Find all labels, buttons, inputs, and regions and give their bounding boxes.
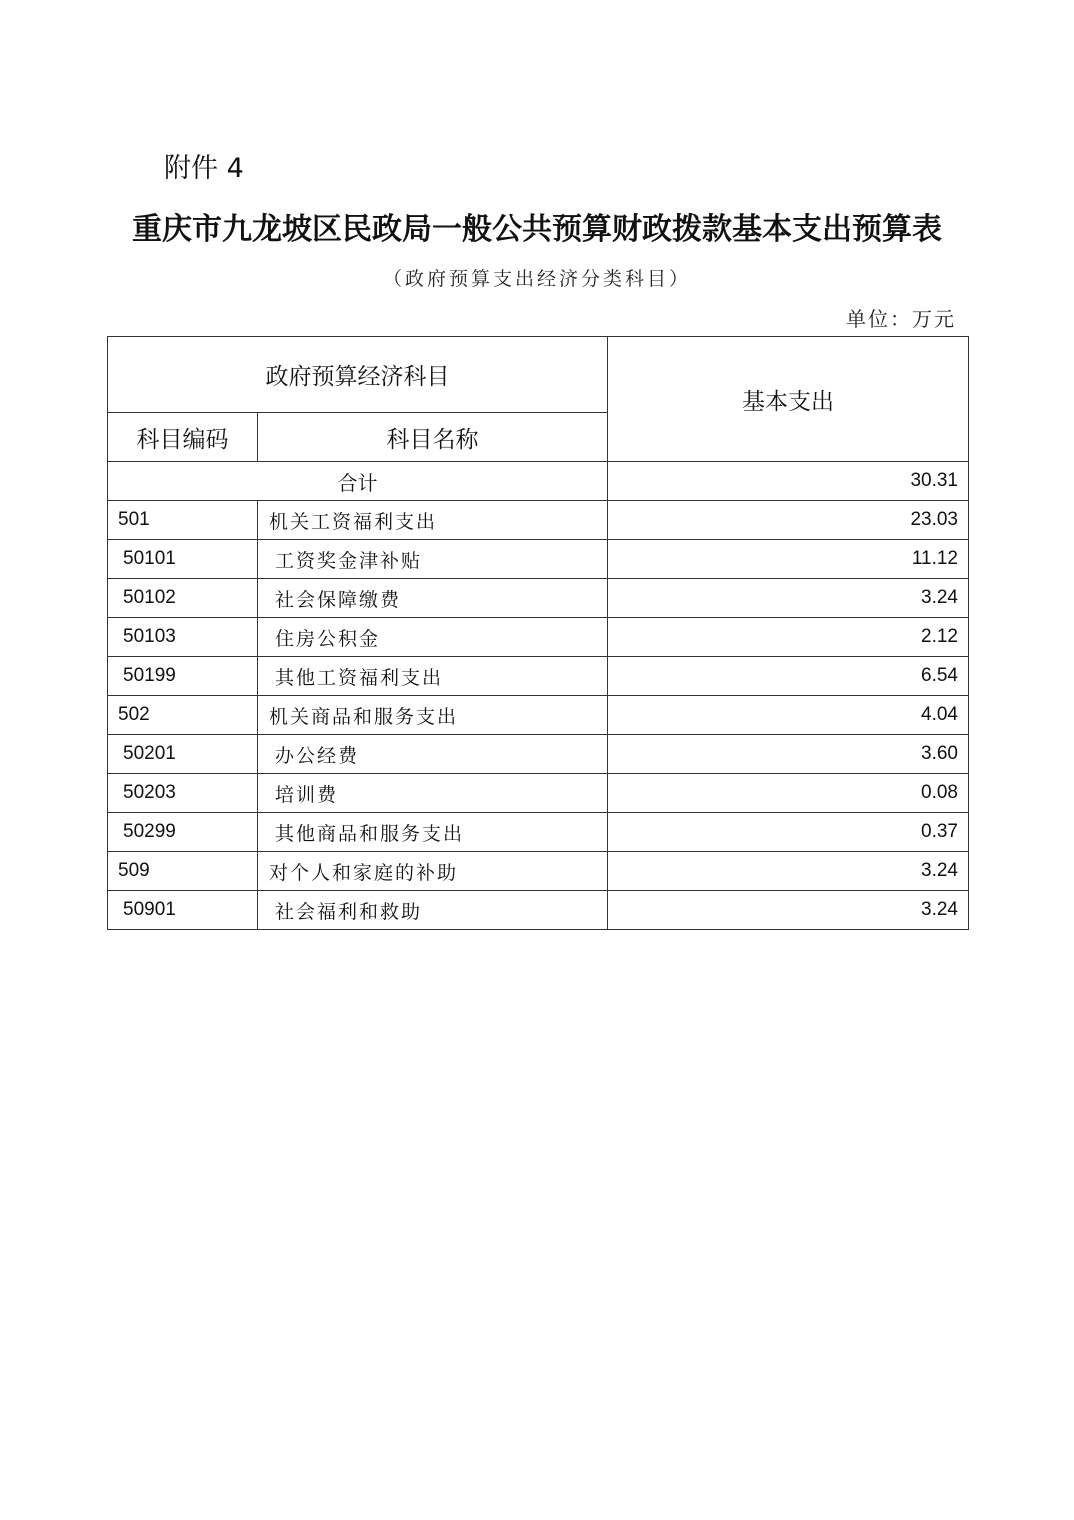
attachment-label: 附件 4 xyxy=(164,153,244,184)
page-title: 重庆市九龙坡区民政局一般公共预算财政拨款基本支出预算表 xyxy=(132,212,942,247)
table-row xyxy=(108,696,969,735)
subject-name: 住房公积金 xyxy=(258,618,608,657)
subject-name: 机关商品和服务支出 xyxy=(258,696,608,735)
header-basic-expenditure: 基本支出 xyxy=(608,337,969,462)
subject-name: 办公经费 xyxy=(258,735,608,774)
subject-value: 23.03 xyxy=(608,501,969,540)
subject-value: 3.24 xyxy=(608,891,969,930)
subject-name: 其他商品和服务支出 xyxy=(258,813,608,852)
table-row xyxy=(108,618,969,657)
subject-code: 501 xyxy=(108,501,258,540)
subject-value: 0.37 xyxy=(608,813,969,852)
subject-name: 社会保障缴费 xyxy=(258,579,608,618)
header-economic-subject: 政府预算经济科目 xyxy=(108,337,608,413)
subject-value: 0.08 xyxy=(608,774,969,813)
subject-code: 50901 xyxy=(108,891,258,930)
subject-code: 509 xyxy=(108,852,258,891)
unit-label: 单位：万元 xyxy=(846,307,956,331)
table-row xyxy=(108,813,969,852)
subject-name: 机关工资福利支出 xyxy=(258,501,608,540)
subject-code: 50201 xyxy=(108,735,258,774)
subject-code: 50101 xyxy=(108,540,258,579)
table-row xyxy=(108,501,969,540)
budget-table xyxy=(107,336,969,930)
subject-value: 3.60 xyxy=(608,735,969,774)
subject-name: 其他工资福利支出 xyxy=(258,657,608,696)
total-row xyxy=(108,462,969,501)
page-subtitle: （政府预算支出经济分类科目） xyxy=(382,268,691,290)
table-row xyxy=(108,774,969,813)
subject-code: 502 xyxy=(108,696,258,735)
subject-code: 50299 xyxy=(108,813,258,852)
subject-value: 6.54 xyxy=(608,657,969,696)
subject-code: 50203 xyxy=(108,774,258,813)
table-row xyxy=(108,891,969,930)
subject-value: 3.24 xyxy=(608,852,969,891)
subject-code: 50103 xyxy=(108,618,258,657)
subject-code: 50102 xyxy=(108,579,258,618)
table-row xyxy=(108,735,969,774)
table-row xyxy=(108,657,969,696)
subject-name: 培训费 xyxy=(258,774,608,813)
subject-value: 3.24 xyxy=(608,579,969,618)
header-subject-code: 科目编码 xyxy=(108,413,258,462)
total-label: 合计 xyxy=(108,462,608,501)
table-row xyxy=(108,852,969,891)
table-row xyxy=(108,540,969,579)
subject-name: 对个人和家庭的补助 xyxy=(258,852,608,891)
header-subject-name: 科目名称 xyxy=(258,413,608,462)
table-row xyxy=(108,579,969,618)
subject-name: 工资奖金津补贴 xyxy=(258,540,608,579)
subject-value: 11.12 xyxy=(608,540,969,579)
subject-name: 社会福利和救助 xyxy=(258,891,608,930)
total-value: 30.31 xyxy=(608,462,969,501)
subject-value: 2.12 xyxy=(608,618,969,657)
subject-value: 4.04 xyxy=(608,696,969,735)
subject-code: 50199 xyxy=(108,657,258,696)
